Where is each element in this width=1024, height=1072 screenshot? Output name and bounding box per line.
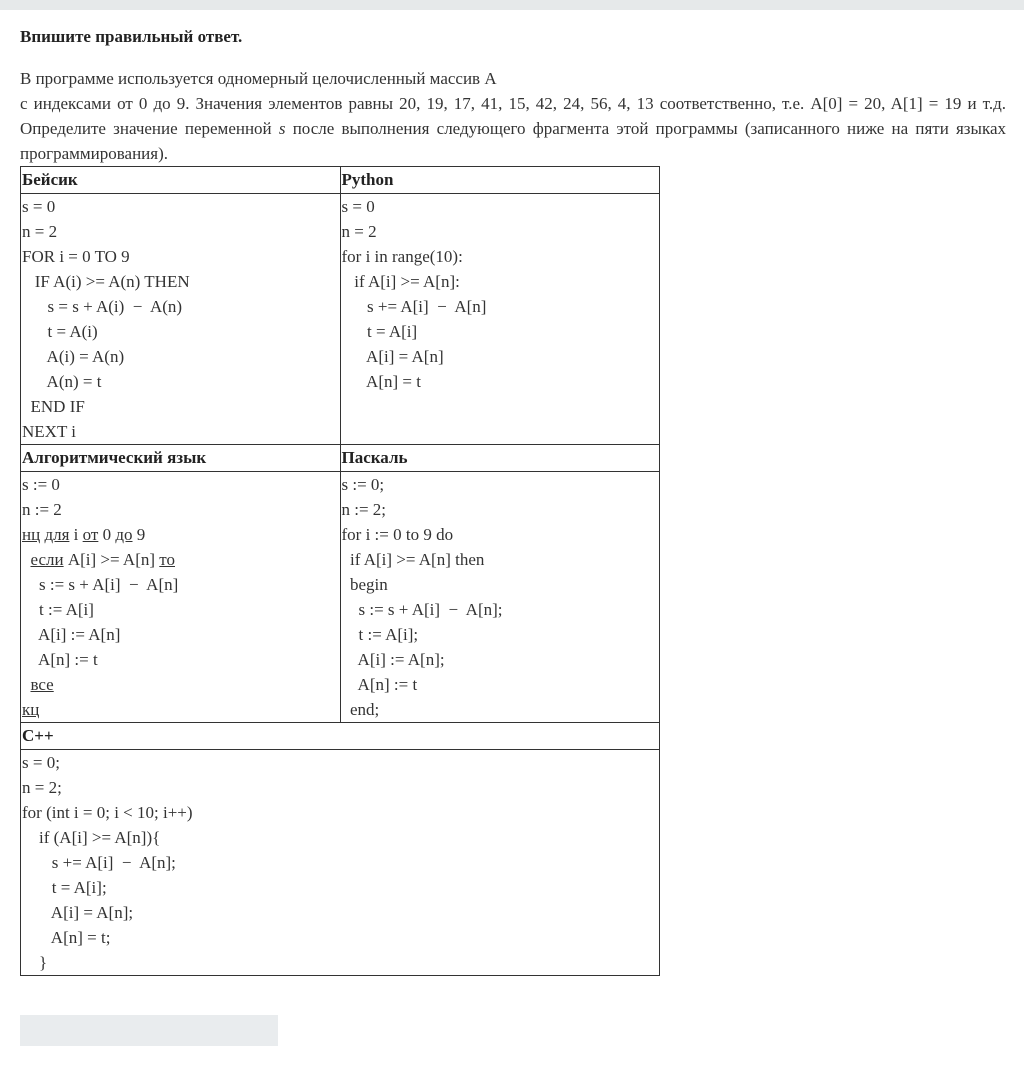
code-basic: [21, 194, 341, 445]
code-line: n := 2;: [341, 500, 387, 519]
header-cpp: C++: [21, 723, 660, 750]
header-python: Python: [340, 167, 660, 194]
task-description: [20, 66, 1006, 166]
code-line: s = 0: [341, 197, 375, 216]
header-algo: Алгоритмический язык: [21, 445, 341, 472]
keyword-nc: нц: [22, 525, 41, 544]
keyword-dlya: для: [44, 525, 70, 544]
code-line: n := 2: [22, 500, 62, 519]
code-line: A[n] = t: [341, 372, 421, 391]
header-basic: Бейсик: [21, 167, 341, 194]
code-line: n = 2: [22, 222, 58, 241]
code-line: s = s + A(i) − A(n): [22, 297, 183, 316]
code-line: нц для i от 0 до 9: [22, 525, 146, 544]
code-line: [22, 672, 340, 697]
code-cpp: [21, 750, 660, 976]
code-line: n = 2: [341, 222, 377, 241]
keyword-esli: если: [30, 550, 64, 569]
code-line: s := s + A[i] − A[n];: [341, 600, 503, 619]
task-title: Впишите правильный ответ.: [20, 27, 243, 46]
header-pascal: Паскаль: [340, 445, 660, 472]
code-line: A[n] = t;: [22, 928, 111, 947]
code-line: t := A[i]: [22, 600, 94, 619]
code-line: A[i] = A[n]: [341, 347, 444, 366]
code-line: s := s + A[i] − A[n]: [22, 575, 179, 594]
top-bar: [0, 0, 1024, 10]
code-line: for (int i = 0; i < 10; i++): [22, 803, 193, 822]
code-line: s += A[i] − A[n]: [341, 297, 487, 316]
code-line: if (A[i] >= A[n]){: [22, 828, 161, 847]
code-line: if A[i] >= A[n] then: [341, 550, 485, 569]
code-line: [22, 697, 340, 722]
code-line: end;: [341, 700, 380, 719]
code-pascal: [340, 472, 660, 723]
code-line: A[n] := t: [22, 650, 98, 669]
code-line: если A[i] >= A[n] то: [30, 550, 175, 569]
code-line: A[n] := t: [341, 675, 418, 694]
task-block: [20, 26, 1006, 976]
code-line: A(i) = A(n): [22, 347, 125, 366]
keyword-ot: от: [82, 525, 99, 544]
code-line: A[i] := A[n];: [341, 650, 445, 669]
code-line: A[i] := A[n]: [22, 625, 121, 644]
code-line: A[i] = A[n];: [22, 903, 134, 922]
code-line: s := 0: [22, 475, 60, 494]
code-algo: [21, 472, 341, 723]
code-line: t = A[i];: [22, 878, 107, 897]
code-line: NEXT i: [22, 422, 76, 441]
code-line: for i := 0 to 9 do: [341, 525, 454, 544]
code-line: if A[i] >= A[n]:: [341, 272, 460, 291]
code-line: IF A(i) >= A(n) THEN: [22, 272, 190, 291]
code-line: t = A[i]: [341, 322, 418, 341]
code-line: FOR i = 0 TO 9: [22, 247, 130, 266]
code-line: }: [22, 953, 48, 972]
code-line: A(n) = t: [22, 372, 102, 391]
answer-input[interactable]: [20, 1015, 278, 1046]
code-line: t := A[i];: [341, 625, 419, 644]
code-line: END IF: [22, 397, 85, 416]
intro-line-2: с индексами от 0 до 9. Значения элементов равны 20, 19, 17, 41, 15, 42, 24, 56, 4, 13 соответственно, т.е. A[0] = 20, A[1] = 19 и т.д. Определите значение переменной s после выполнения следующего фрагмента этой программы (записанного ниже на пяти языках программирования).: [20, 94, 1006, 163]
code-line: for i in range(10):: [341, 247, 463, 266]
keyword-vse: все: [30, 675, 54, 694]
code-line: s = 0;: [22, 753, 60, 772]
code-line: s = 0: [22, 197, 56, 216]
code-line: s += A[i] − A[n];: [22, 853, 176, 872]
code-line: s := 0;: [341, 475, 385, 494]
code-line: begin: [341, 575, 388, 594]
code-python: [340, 194, 660, 445]
code-line: n = 2;: [22, 778, 62, 797]
variable-s: s: [278, 119, 286, 138]
keyword-to: то: [159, 550, 175, 569]
code-table: [20, 166, 660, 976]
keyword-kc: кц: [22, 700, 40, 719]
code-line: t = A(i): [22, 322, 98, 341]
intro-line-1: В программе используется одномерный целочисленный массив A: [20, 69, 497, 88]
keyword-do: до: [115, 525, 133, 544]
